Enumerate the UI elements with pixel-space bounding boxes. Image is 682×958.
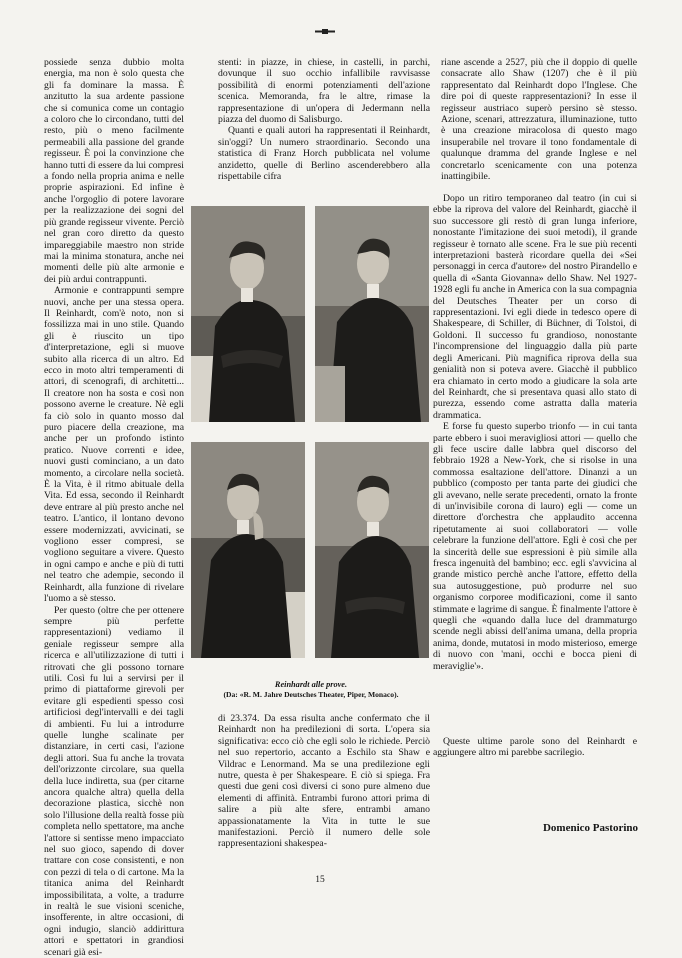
page-number: 15 — [300, 875, 340, 885]
column-3-bottom-text — [433, 736, 637, 816]
paragraph: stenti: in piazze, in chiese, in castelli, in parchi, dovunque il suo occhio infallibile ravvisasse possibilità di enormi potenziamenti dell'azione scenica. Memoranda, fra le altre, rimase la rappresentazione di un'opera di Jedermann nella piazza del duomo di Salisburgo. — [218, 57, 430, 125]
paragraph: riane ascende a 2527, più che il doppio di quelle consacrate allo Shaw (1207) che è il più rappresentato dal Reinhardt dopo l'Inglese. Che dire poi di queste rappresentazioni? In esse il regisseur austriaco superò persino sè stesso. Azione, scenari, attrezzatura, illuminazione, tutto è una creazione miracolosa di questo mago insuperabile nel trovare il tono fondamentale di qualunque dramma del grande Inglese e nel concretarlo scenicamente con una potenza inattingibile. — [441, 57, 637, 182]
caption-source: (Da: «R. M. Jahre Deutsches Theater, Piper, Monaco). — [191, 690, 431, 700]
reinhardt-photo-1 — [191, 206, 305, 422]
paragraph: Dopo un ritiro temporaneo dal teatro (in cui si ebbe la riprova del valore del Reinhardt, giacchè il suo successore gli restò di gran lunga inferiore, nonostante l'imitazione dei suoi metodi), il grande regisseur è tornato alle scene. Fra le sue più recenti interpretazioni basterà ricordare quella dei «Sei personaggi in cerca d'autore» del nostro Pirandello e quella di «Santa Giovanna» dello Shaw. Nel 1927-1928 egli fu anche in America con la sua compagnia del Deutsches Theater per un corso di rappresentazioni. Ivi egli diede in tedesco opere di Shakespeare, di Schiller, di Büchner, di Tolstoi, di Goldoni. Il successo fu grandioso, nonostante l'incomprensione del linguaggio dalla più parte degli Americani. Più magnifica riprova della sua genialità non si poteva avere. Giacchè il pubblico era chiamato in certo modo a giudicare la sola arte del Reinhardt, che si presentava quasi allo stato di purezza, essendo come astratta dalla materia drammatica. — [433, 193, 637, 421]
column-2-bottom-text — [218, 713, 430, 841]
paragraph: Queste ultime parole sono del Reinhardt e aggiungere altro mi parebbe sacrilegio. — [433, 736, 637, 759]
reinhardt-photo-2 — [315, 206, 429, 422]
reinhardt-photo-3 — [191, 442, 305, 658]
figure-caption — [191, 680, 431, 700]
paragraph: di 23.374. Da essa risulta anche confermato che il Reinhardt non ha predilezioni di sorta. L'opera sia significativa: ecco ciò che egli solo le richiede. Perciò nel suo repertorio, accanto a Eschilo sta Shaw e Vildrac e Lenormand. Ma se una predilezione egli nutre, questa è per Shakespeare. E ciò si spiega. Fra questi due geni così diversi ci sono pure almeno due elementi di affinità. Entrambi furono attori prima di salire a più alte sfere, entrambi amano appassionatamente la Vita in tutte le sue manifestazioni. Perciò il numero delle sole rappresentazioni shakespea- — [218, 713, 430, 850]
column-3-top-text — [441, 57, 637, 193]
caption-title: Reinhardt alle prove. — [191, 680, 431, 690]
paragraph: Per questo (oltre che per ottenere sempre più perfette rappresentazioni) vediamo il geniale regisseur sempre alla ricerca e all'utilizzazione di tutti i ritrovati che gli possono tornare utili. Così fu lui a servirsi per il primo di piattaforme girevoli per evitare gli espedienti spesso così artificiosi degl'intervalli e dei tagli di ambienti. Fu lui a introdurre quelle lunghe scalinate per distanziare, in certi casi, l'azione degli attori. Sua fu anche la trovata dell'orizzonte circolare, sua quella della luce indiretta, sua (per citarne ancora qualche altra) quella della decorazione plastica, sicchè non solo l'illusione della realtà fosse più completa nello spettatore, ma anche l'attore si sentisse meno impacciato nel suo gioco, sapendo di dover trattare con cose consistenti, e non con pezzi di tela o di cartone. Ma la titanica anima del Reinhardt impossibilitata, a volte, a tradurre in realtà le sue visioni sceniche, insofferente, in altre occasioni, di ogni indugio, slanciò addirittura attori e spettatori in grandiosi scenari già esi- — [44, 605, 184, 958]
paragraph: Armonie e contrappunti sempre nuovi, anche per una stessa opera. Il Reinhardt, com'è noto, non si fossilizza mai in uno stile. Quando gli è riuscito un tipo d'interpretazione, egli si muove subito alla ricerca di un altro. Ed ecco in moto altri temperamenti di attori, di scenografi, di architetti... Il creatore non ha sosta e così non possono averne le creature. Nè egli fa ciò solo in quanto mosso dal puro piacere della creazione, ma anche per un profondo istinto pratico. Nuove correnti e idee, nuovi gusti cominciano, a un dato momento, a circolare nella società. È la Vita, è il ritmo abituale della Vita. Ed essa, secondo il Reinhardt deve entrare al più presto anche nel teatro. L'antico, il lontano devono essere modernizzati, avvicinati, se vogliono esser compresi, se vogliono seguitare a vivere. Questo in ogni campo e anche e più di tutti nel teatro che adempie, secondo il Reinhardt, alla funzione di rivelare l'uomo a sè stesso. — [44, 285, 184, 604]
author-signature: Domenico Pastorino — [468, 822, 638, 834]
paragraph: possiede senza dubbio molta energia, ma non è solo questa che gli fa dominare la massa. È anzitutto la sua ardente passione che si comunica come un contagio a coloro che lo circondano, tutti del resto, più o meno facilmente permeabili alla passione del grande regisseur. È poi la convinzione che hanno tutti di essere da lui compresi a fondo nella propria anima e nelle proprie aspirazioni. Ed infine è anche l'orgoglio di potere lavorare per la realizzazione dei sogni del più grande regisseur vivente. Perciò nel gran coro diretto da questo impareggiabile maestro non stride mai la minima stonatura, anche nei momenti delle più alte armonie e dei più ardui contrappunti. — [44, 57, 184, 285]
header-ornament-icon — [315, 29, 335, 34]
column-1-text — [44, 57, 184, 840]
reinhardt-photo-4 — [315, 442, 429, 658]
photo-figure — [191, 206, 429, 676]
paragraph: E forse fu questo superbo trionfo — in cui tanta parte ebbero i suoi meravigliosi attori — quello che gli fece uscire dalle labbra quel discorso del febbraio 1928 a New-York, che si risolse in una commossa esaltazione dell'attore. Dinanzi a un pubblico (composto per tanta parte dei giudici che gli avevano, nelle serate precedenti, ornato la fronte di un'invisibile corona di lauro) egli — come un direttore d'orchestra che applaudito accenna ripetutamente ai suoi collaboratori — volle celebrare la funzione dell'attore. Egli è così che per la sincerità delle sue espressioni è più simile alla fresca ingenuità del bambino; ecc. egli s'avvicina al grande mistico perchè anche l'attore, effetto della sua autosuggestione, può produrre nel suo organismo corporee modificazioni, come il santo stimmate e lagrime di sangue. È finalmente l'attore è quegli che «quando dalla luce del drammaturgo scende negli abissi dell'anima umana, della propria anima, donde, mutatosi in modo misterioso, emerge di nuovo con 'mani, occhi e bocca pieni di meraviglie'». — [433, 421, 637, 672]
paragraph: Quanti e quali autori ha rappresentati il Reinhardt, sin'oggi? Un numero straordinario. Secondo una statistica di Franz Horch pubblicata nel volume anzidetto, quelle di Berlino ascenderebbero alla rispettabile cifra — [218, 125, 430, 182]
column-2-top-text — [218, 57, 430, 199]
column-3-middle-text — [433, 193, 637, 733]
